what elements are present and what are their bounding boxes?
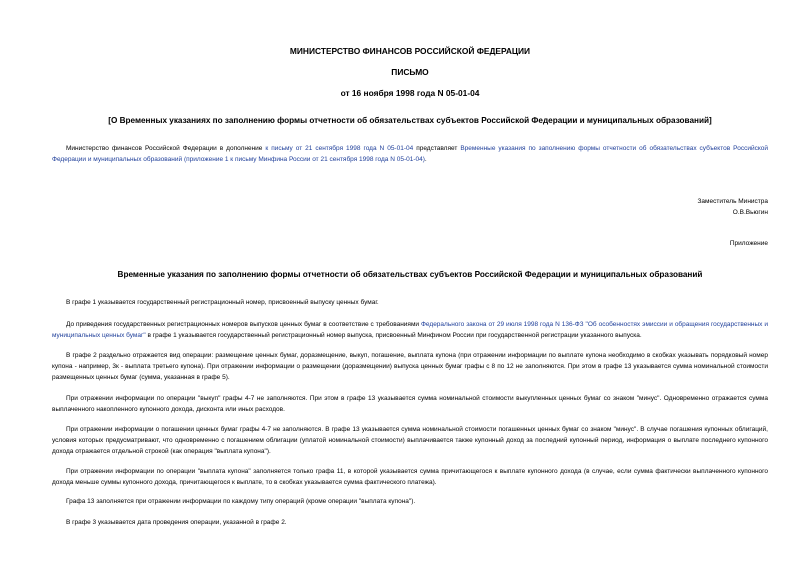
link-letter-21-sep[interactable]: к письму от 21 сентября 1998 года N 05-01-04 — [265, 145, 414, 152]
document-date-number: от 16 ноября 1998 года N 05-01-04 — [340, 88, 480, 98]
intro-text-1: Министерство финансов Российской Федерации в дополнение — [66, 145, 266, 152]
document-type: ПИСЬМО — [391, 67, 429, 77]
signature-block — [698, 197, 769, 218]
paragraph-2 — [52, 319, 768, 341]
link-temporary-instructions[interactable]: Временные указания по заполнению формы отчетности об обязательствах субъектов Российской Федерации и муниципальных образований (приложение 1 к письму Минфина России от 21 сентября 1998 года N 05-01-04) — [52, 145, 768, 164]
appendix-label: Приложение — [729, 240, 768, 247]
paragraph-1: В графе 1 указывается государственный регистрационный номер, присвоенный выпуску ценных бумаг. — [66, 299, 379, 306]
document-subject: [О Временных указаниях по заполнению формы отчетности об обязательствах субъектов Российской Федерации и муниципальных образований] — [108, 116, 712, 125]
intro-paragraph — [52, 143, 768, 165]
paragraph-7: Графа 13 заполняется при отражении информации по каждому типу операций (кроме операции "выплата купона"). — [66, 498, 416, 505]
paragraph-3: В графе 2 раздельно отражается вид операции: размещение ценных бумаг, доразмещение, выкуп, погашение, выплата купона (при отражении информации по выплате купона необходимо в скобках указывать порядковый номер купона - например, 3к - выплата третьего купона). При отражении информации о размещении (доразмещении) выпуска ценных бумаг графы с 8 по 12 не заполняются. При этом в графе 13 указывается сумма номинальной стоимости размещенных ценных бумаг (сумма, указанная в графе 5). — [52, 352, 768, 382]
paragraph-2-text-2: в графе 1 указывается государственный регистрационный номер выпуска, присвоенный Минфином России при государственной регистрации указанного выпуска. — [145, 332, 642, 340]
intro-text-2: представляет — [413, 145, 461, 152]
intro-text-3: . — [424, 156, 427, 164]
ministry-heading: МИНИСТЕРСТВО ФИНАНСОВ РОССИЙСКОЙ ФЕДЕРАЦИИ — [289, 46, 531, 56]
paragraph-5: При отражении информации о погашении ценных бумаг графы 4-7 не заполняются. В графе 13 указывается сумма номинальной стоимости погашенных ценных бумаг со знаком "минус". В случае погашения купонных облигаций, условия которых предусматривают, что одновременно с погашением облигации (уплатой номинальной стоимости) выплачивается также купонный доход за последний купонный период, информация о выплате последнего купонного дохода отражается отдельной строкой (как операция "выплата купона"). — [52, 426, 768, 456]
link-federal-law-136[interactable]: Федерального закона от 29 июля 1998 года N 136-ФЗ "Об особенностях эмиссии и обращения государственных и муниципальных ценных бумаг" — [52, 321, 768, 340]
paragraph-6: При отражении информации по операции "выплата купона" заполняется только графа 11, в которой указывается сумма причитающегося к выплате купонного дохода (в случае, если сумма фактически выплаченного купонного дохода меньше суммы купонного дохода, причитающегося к выплате, то в скобках указывается сумма фактического платежа). — [52, 468, 768, 487]
paragraph-2-text-1: До приведения государственных регистрационных номеров выпусков ценных бумаг в соответствие с требованиями — [66, 321, 421, 328]
paragraph-4: При отражении информации по операции "выкуп" графы 4-7 не заполняются. При этом в графе 13 указывается сумма номинальной стоимости выкупленных ценных бумаг со знаком "минус". Одновременно отражается сумма выплаченного накопленного купонного дохода, дисконта или иных расходов. — [52, 395, 768, 414]
signature-name: О.В.Вьюгин — [732, 208, 768, 216]
signature-position: Заместитель Министра — [697, 198, 768, 205]
paragraph-8: В графе 3 указывается дата проведения операции, указанной в графе 2. — [66, 519, 287, 526]
appendix-title: Временные указания по заполнению формы отчетности об обязательствах субъектов Российской Федерации и муниципальных образований — [117, 270, 703, 279]
